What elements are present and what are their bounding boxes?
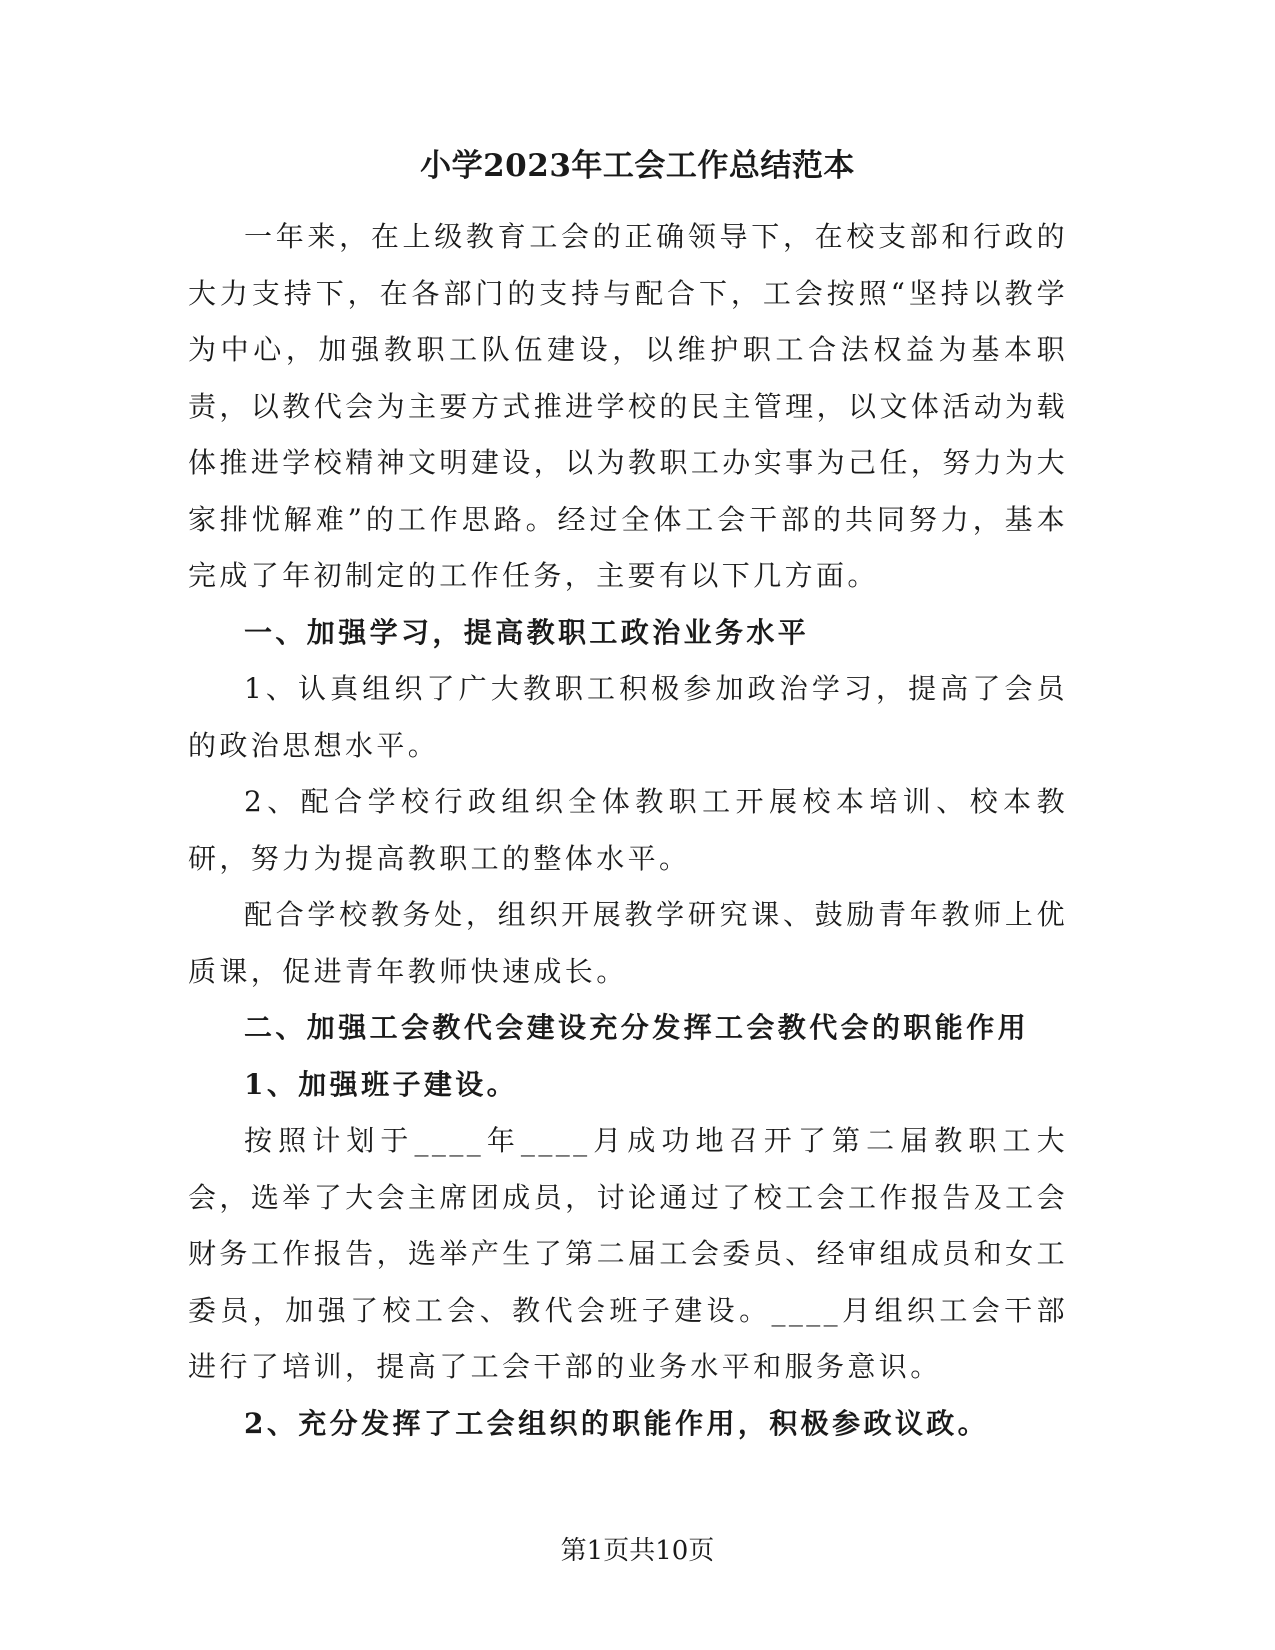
subsection-heading-2-2: 2、充分发挥了工会组织的职能作用，积极参政议政。: [244, 1406, 990, 1440]
section-heading-1: 一、加强学习，提高教职工政治业务水平: [244, 615, 810, 649]
list-item-1-2: 2、配合学校行政组织全体教职工开展校本培训、校本教研，努力为提高教职工的整体水平。: [188, 785, 1068, 875]
page-number: 第1页共10页: [560, 1536, 715, 1566]
body-paragraph-1-3: 配合学校教务处，组织开展教学研究课、鼓励青年教师上优质课，促进青年教师快速成长。: [188, 898, 1068, 988]
document-body: [188, 209, 1068, 1452]
body-paragraph-2-1: 按照计划于____年____月成功地召开了第二届教职工大会，选举了大会主席团成员，讨论通过了校工会工作报告及工会财务工作报告，选举产生了第二届工会委员、经审组成员和女工委员，加强了校工会、教代会班子建设。____月组织工会干部进行了培训，提高了工会干部的业务水平和服务意识。: [188, 1124, 1068, 1383]
subsection-heading-2-1: 1、加强班子建设。: [244, 1067, 519, 1101]
list-item-1-1: 1、认真组织了广大教职工积极参加政治学习，提高了会员的政治思想水平。: [188, 672, 1068, 762]
document-title: 小学2023年工会工作总结范本: [420, 148, 855, 184]
intro-paragraph: 一年来，在上级教育工会的正确领导下，在校支部和行政的大力支持下，在各部门的支持与配合下，工会按照“坚持以教学为中心，加强教职工队伍建设，以维护职工合法权益为基本职责，以教代会为主要方式推进学校的民主管理，以文体活动为载体推进学校精神文明建设，以为教职工办实事为己任，努力为大家排忧解难”的工作思路。经过全体工会干部的共同努力，基本完成了年初制定的工作任务，主要有以下几方面。: [188, 220, 1068, 592]
section-heading-2: 二、加强工会教代会建设充分发挥工会教代会的职能作用: [244, 1011, 1030, 1044]
